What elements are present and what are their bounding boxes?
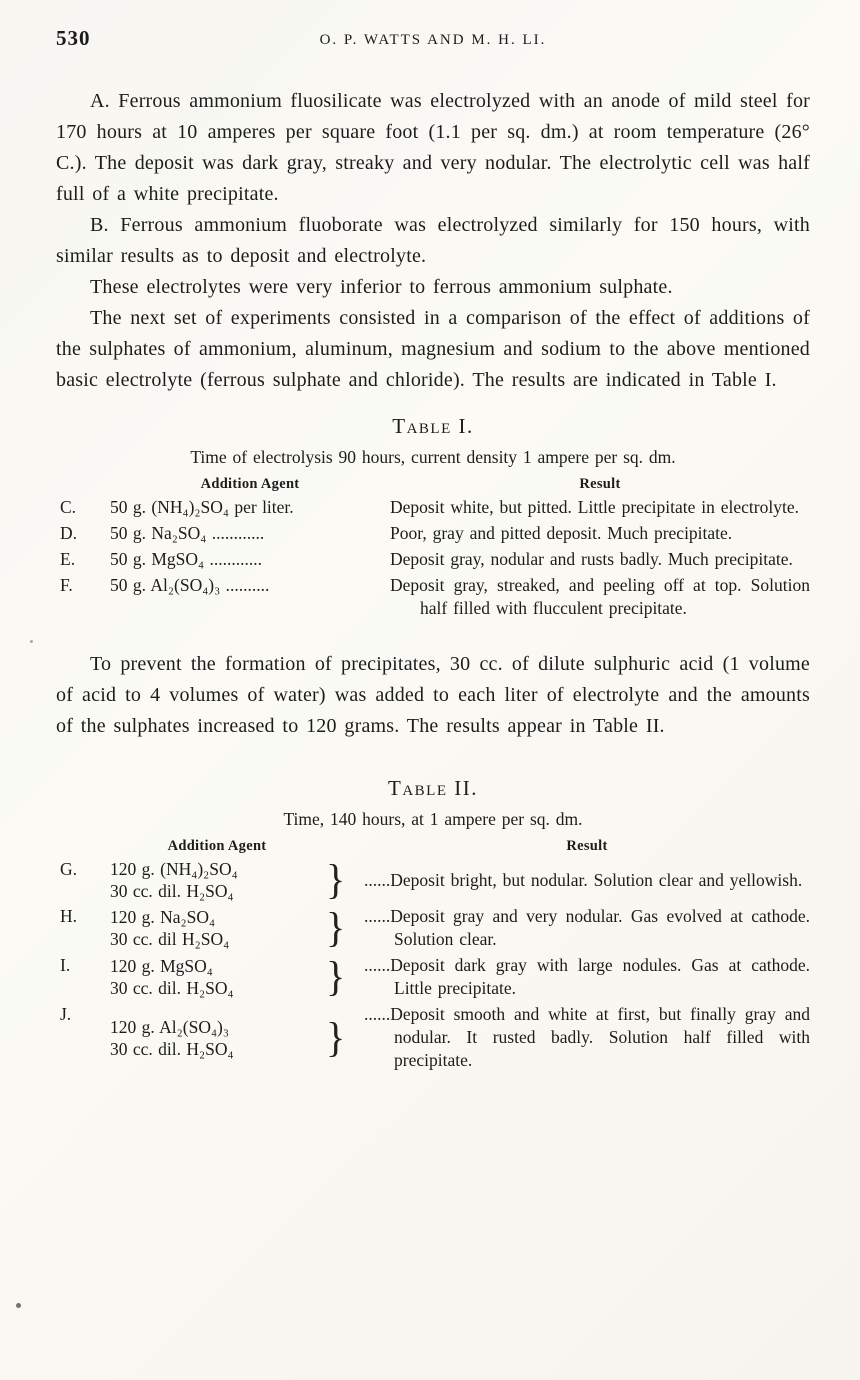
row-agent-line-1: 120 g. MgSO₄ (110, 956, 213, 976)
row-result: Deposit gray, nodular and rusts badly. Much precipitate. (390, 549, 793, 569)
row-result: Deposit white, but pitted. Little precipitate in electrolyte. (390, 497, 799, 517)
row-agent: 50 g. (NH₄)₂SO₄ per liter. (110, 497, 294, 517)
table-2 (56, 776, 810, 1072)
column-header-result: Result (566, 838, 608, 854)
row-result: ......Deposit dark gray with large nodules. Gas at cathode. Little precipitate. (364, 955, 810, 998)
row-agent (110, 955, 324, 999)
table-row (56, 954, 810, 1000)
row-agent-line-1: 120 g. Al₂(SO₄)₃ (110, 1016, 229, 1037)
row-agent-line-1: 120 g. Na₂SO₄ (110, 907, 216, 927)
row-agent-line-2: 30 cc. dil. H₂SO₄ (110, 1038, 234, 1059)
table-2-caption: Time, 140 hours, at 1 ampere per sq. dm. (283, 809, 583, 829)
row-agent (110, 906, 324, 950)
brace-glyph: } (326, 903, 346, 952)
table-row (56, 905, 810, 951)
table-row (56, 548, 810, 571)
table-1-title: Table I. (392, 414, 474, 438)
running-head: O. P. WATTS AND M. H. LI. (319, 32, 547, 48)
scan-artifact-dot (16, 1303, 21, 1308)
row-agent-line-1: 120 g. (NH₄)₂SO₄ (110, 859, 238, 879)
table-row (56, 574, 810, 620)
table-row (56, 1003, 810, 1072)
paragraph-a: A. Ferrous ammonium fluosilicate was electrolyzed with an anode of mild steel for 170 hours at 10 amperes per square foot (1.1 per sq. dm.) at room temperature (26° C.). The deposit was dark gray, streaky and very nodular. The electrolytic cell was half full of a white precipitate. (56, 90, 810, 205)
table-row (56, 522, 810, 545)
page-header (56, 26, 810, 60)
paragraph-d: The next set of experiments consisted in a comparison of the effect of additions of the sulphates of ammonium, aluminum, magnesium and sodium to the above mentioned basic electrolyte (ferrous sulphate and chloride). The results are indicated in Table I. (56, 307, 810, 391)
table-1 (56, 414, 810, 620)
page-number: 530 (56, 26, 91, 50)
paragraph-b: B. Ferrous ammonium fluoborate was electrolyzed similarly for 150 hours, with similar results as to deposit and electrolyte. (56, 214, 810, 267)
row-agent (110, 1016, 324, 1060)
brace-glyph: } (326, 1013, 346, 1061)
row-label: I. (60, 955, 71, 975)
table-row (56, 855, 810, 904)
row-label: H. (60, 906, 78, 926)
table-2-column-headers (56, 838, 810, 855)
brace-glyph: } (326, 952, 346, 1001)
row-agent-line-2: 30 cc. dil. H₂SO₄ (110, 881, 234, 901)
column-header-result: Result (579, 476, 621, 492)
table-1-caption: Time of electrolysis 90 hours, current density 1 ampere per sq. dm. (190, 447, 676, 467)
row-label: C. (60, 497, 77, 517)
row-agent: 50 g. MgSO₄ ............ (110, 549, 263, 569)
row-result: ......Deposit gray and very nodular. Gas evolved at cathode. Solution clear. (364, 906, 810, 949)
column-header-addition-agent: Addition Agent (167, 838, 267, 854)
row-label: E. (60, 549, 76, 569)
scan-artifact-dot (30, 640, 33, 643)
paragraph-c: These electrolytes were very inferior to ferrous ammonium sulphate. (90, 276, 673, 298)
column-header-addition-agent: Addition Agent (200, 476, 300, 492)
paragraph-e: To prevent the formation of precipitates, 30 cc. of dilute sulphuric acid (1 volume of acid to 4 volumes of water) was added to each liter of electrolyte and the amounts of the sulphates increased to 120 grams. The results appear in Table II. (56, 653, 810, 737)
row-agent (110, 858, 324, 902)
row-result: ......Deposit bright, but nodular. Solution clear and yellowish. (364, 869, 803, 890)
row-agent-line-2: 30 cc. dil H₂SO₄ (110, 929, 230, 949)
row-label: J. (60, 1004, 72, 1024)
row-agent: 50 g. Al₂(SO₄)₃ .......... (110, 575, 270, 595)
row-agent: 50 g. Na₂SO₄ ............ (110, 523, 265, 543)
row-label: F. (60, 575, 73, 595)
table-row (56, 496, 810, 519)
row-result: ......Deposit smooth and white at first, but finally gray and nodular. It rusted badly. Solution half filled with precipitate. (364, 1004, 810, 1070)
table-2-title: Table II. (388, 776, 478, 800)
table-1-column-headers (56, 476, 810, 493)
brace-glyph: } (326, 855, 346, 904)
row-result: Poor, gray and pitted deposit. Much precipitate. (390, 523, 733, 543)
row-agent-line-2: 30 cc. dil. H₂SO₄ (110, 978, 234, 998)
row-label: D. (60, 523, 78, 543)
row-label: G. (60, 859, 78, 879)
row-result: Deposit gray, streaked, and peeling off at top. Solution half filled with flucculent precipitate. (390, 575, 810, 618)
